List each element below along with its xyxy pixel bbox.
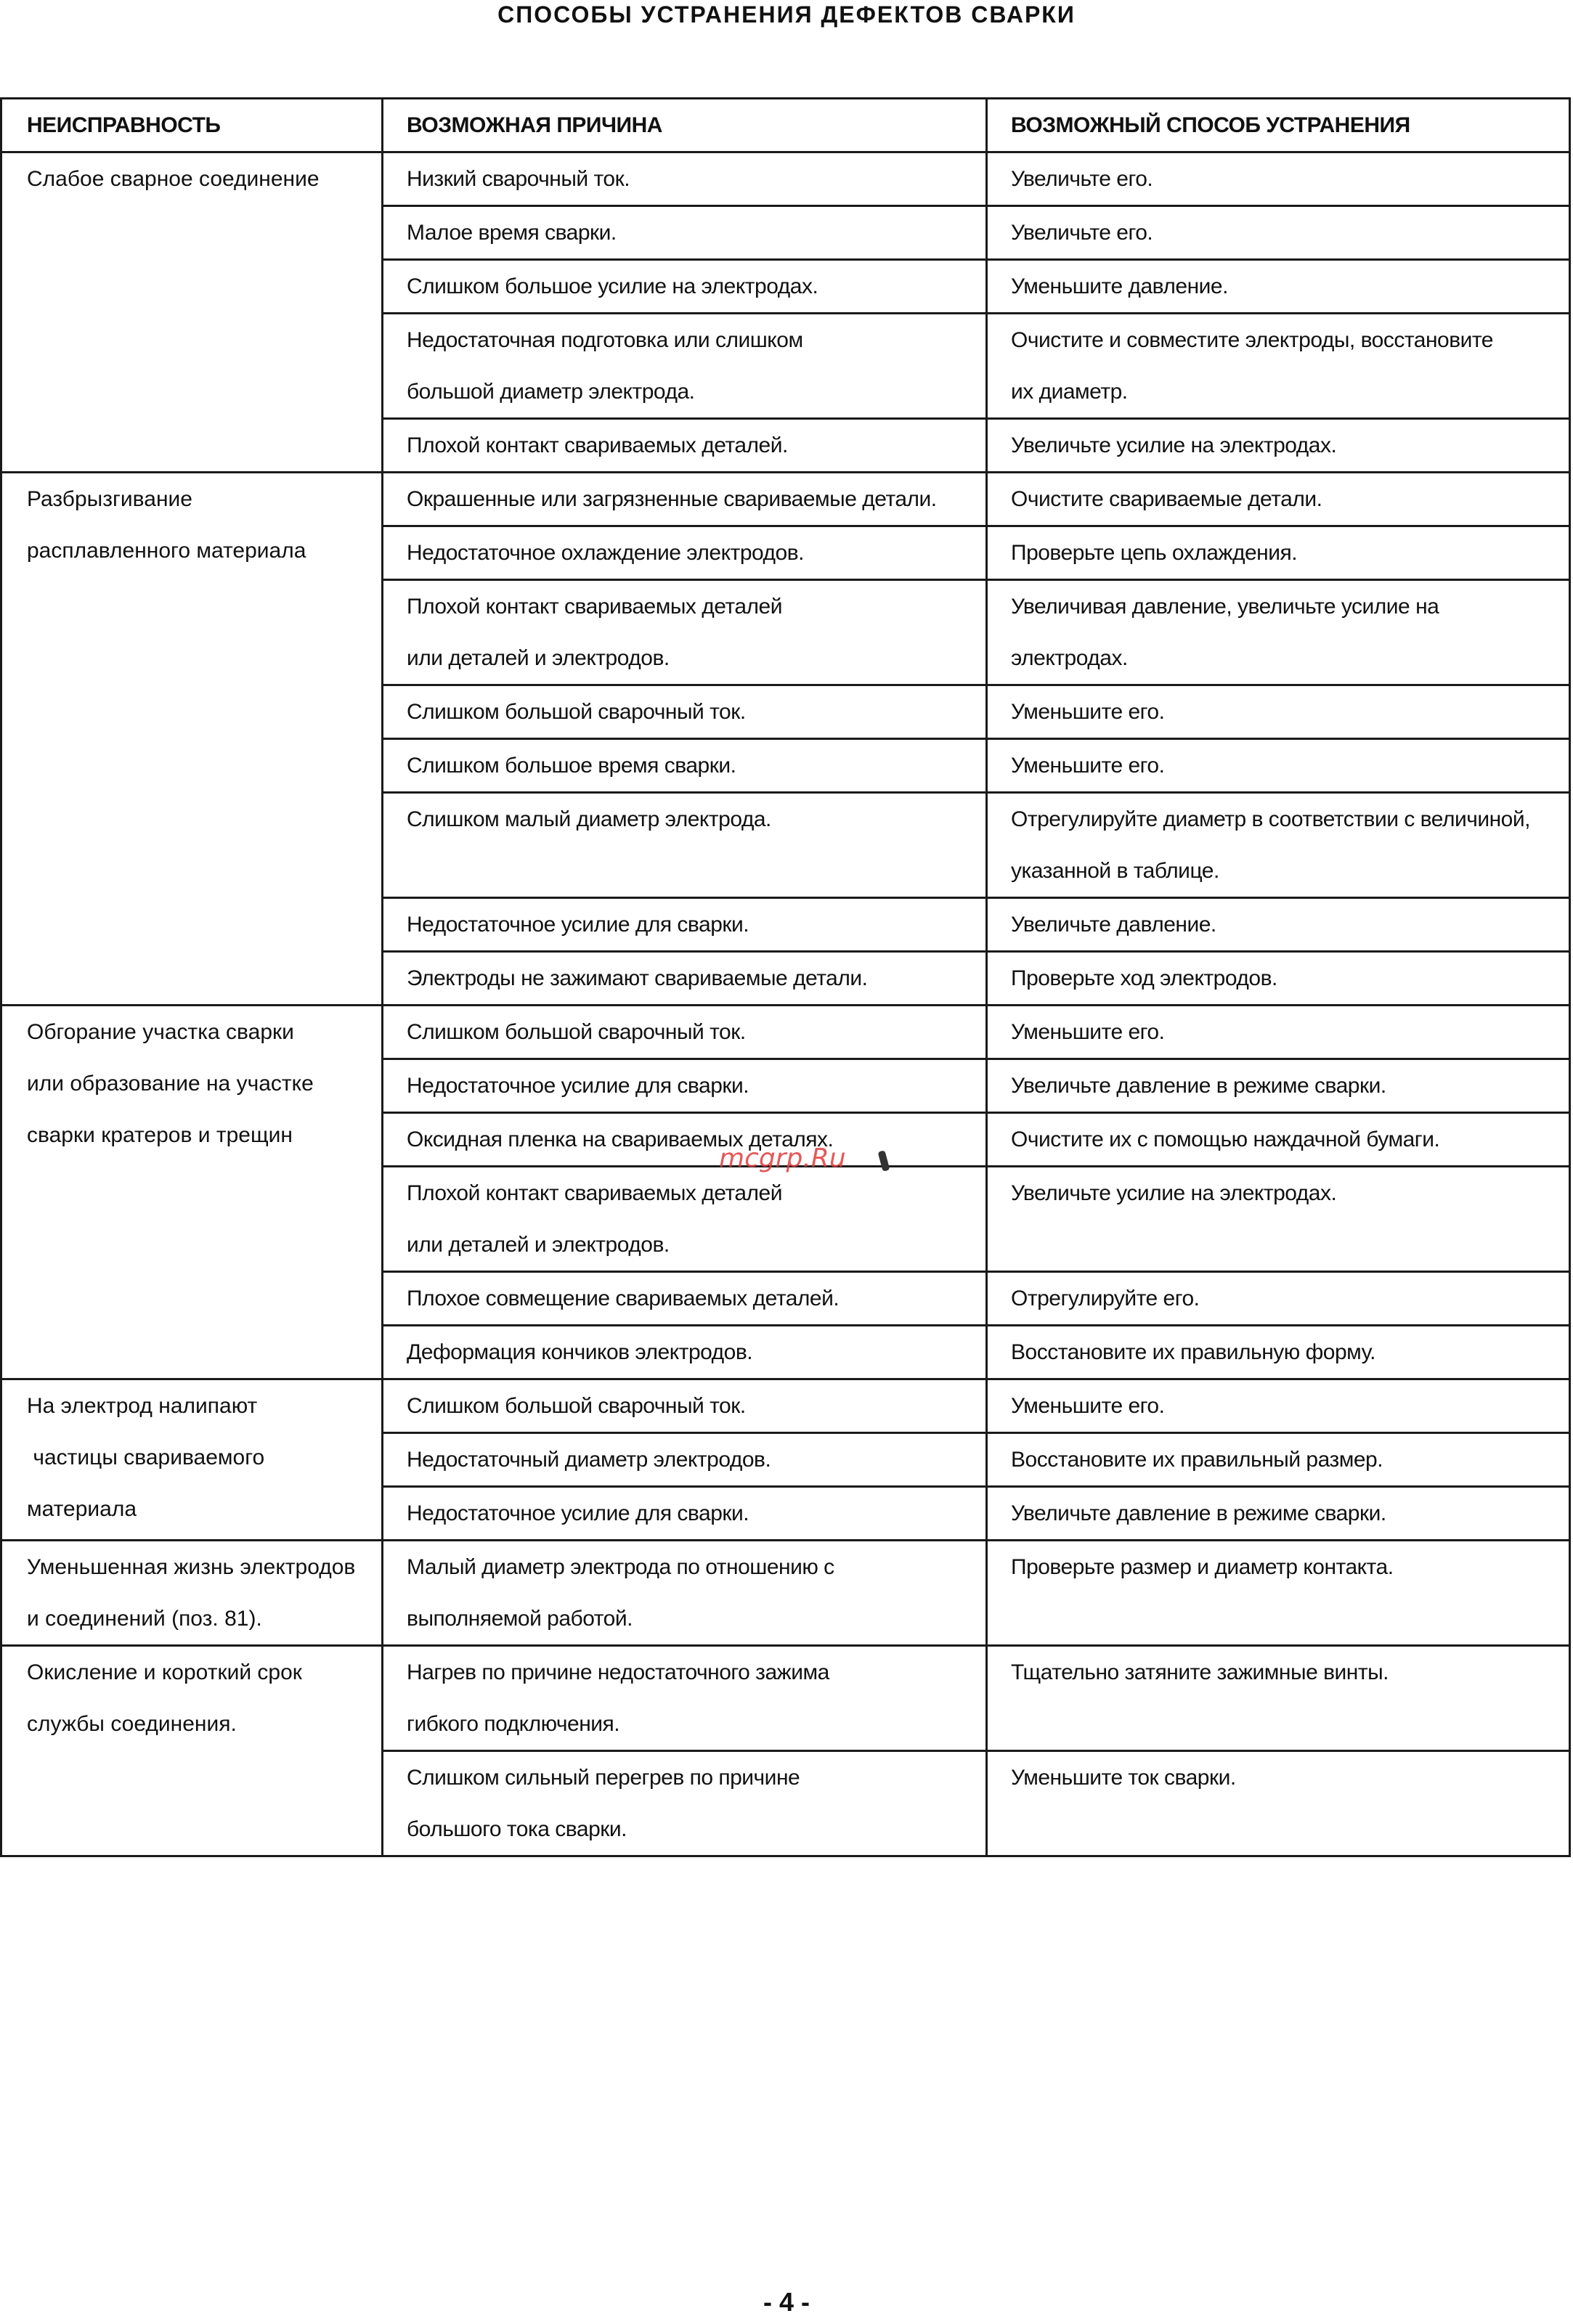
remedy-line: Уменьшите ток сварки. — [1011, 1766, 1236, 1790]
cause-line: Плохой контакт свариваемых деталей — [407, 595, 782, 619]
remedy-line: Увеличьте усилие на электродах. — [1011, 433, 1337, 457]
remedy-line: их диаметр. — [1011, 380, 1128, 404]
remedy-line: Увеличьте его. — [1011, 167, 1153, 191]
remedy-cell — [987, 580, 1570, 685]
remedy-cell — [987, 314, 1570, 419]
remedy-line: Увеличивая давление, увеличьте усилие на — [1011, 595, 1439, 619]
cause-cell — [383, 1272, 987, 1326]
cause-cell — [383, 1167, 987, 1272]
cause-line: Слишком большое время сварки. — [407, 754, 736, 778]
cause-cell — [383, 152, 987, 206]
fault-cell — [1, 152, 383, 473]
remedy-line: Уменьшите давление. — [1011, 274, 1228, 298]
cause-cell — [383, 260, 987, 314]
remedy-cell — [987, 1167, 1570, 1272]
cause-line: Недостаточное усилие для сварки. — [407, 1074, 749, 1098]
cause-cell — [383, 526, 987, 580]
cause-cell — [383, 1006, 987, 1059]
remedy-line: Уменьшите его. — [1011, 1394, 1165, 1418]
remedy-line: указанной в таблице. — [1011, 859, 1219, 883]
remedy-line: Проверьте цепь охлаждения. — [1011, 541, 1298, 565]
defects-table — [0, 97, 1571, 1857]
cause-line: Слишком большой сварочный ток. — [407, 1020, 746, 1044]
remedy-line: Восстановите их правильный размер. — [1011, 1448, 1383, 1472]
cause-line: Низкий сварочный ток. — [407, 167, 630, 191]
header-fault: НЕИСПРАВНОСТЬ — [1, 99, 383, 152]
cause-line: или деталей и электродов. — [407, 646, 670, 670]
fault-line: или образование на участке — [27, 1072, 314, 1096]
table-row — [1, 1006, 1570, 1059]
cause-line: выполняемой работой. — [407, 1607, 633, 1631]
cause-line: большого тока сварки. — [407, 1817, 627, 1841]
remedy-cell — [987, 1272, 1570, 1326]
cause-cell — [383, 1541, 987, 1646]
cause-line: Нагрев по причине недостаточного зажима — [407, 1660, 829, 1684]
fault-line: Слабое сварное соединение — [27, 167, 320, 191]
remedy-cell — [987, 260, 1570, 314]
remedy-line: Уменьшите его. — [1011, 1020, 1165, 1044]
fault-cell — [1, 1541, 383, 1646]
cause-line: большой диаметр электрода. — [407, 380, 695, 404]
cause-cell — [383, 580, 987, 685]
cause-line: Малое время сварки. — [407, 221, 617, 245]
cause-cell — [383, 1113, 987, 1167]
remedy-cell — [987, 1487, 1570, 1541]
remedy-cell — [987, 739, 1570, 793]
remedy-line: Проверьте размер и диаметр контакта. — [1011, 1555, 1394, 1579]
remedy-line: Уменьшите его. — [1011, 700, 1165, 724]
fault-line: Окисление и короткий срок — [27, 1660, 302, 1684]
fault-line: Обгорание участка сварки — [27, 1020, 294, 1044]
remedy-line: Очистите их с помощью наждачной бумаги. — [1011, 1128, 1440, 1151]
remedy-line: Увеличьте усилие на электродах. — [1011, 1181, 1337, 1205]
cause-line: Деформация кончиков электродов. — [407, 1340, 753, 1364]
remedy-cell — [987, 898, 1570, 952]
cause-cell — [383, 1326, 987, 1379]
cause-line: Слишком большой сварочный ток. — [407, 1394, 746, 1418]
remedy-line: Увеличьте давление в режиме сварки. — [1011, 1501, 1386, 1525]
cause-line: Плохое совмещение свариваемых деталей. — [407, 1287, 840, 1310]
remedy-cell — [987, 952, 1570, 1006]
remedy-cell — [987, 793, 1570, 898]
fault-cell — [1, 1379, 383, 1541]
cause-line: Недостаточное усилие для сварки. — [407, 1501, 749, 1525]
cause-line: или деталей и электродов. — [407, 1233, 670, 1257]
cause-cell — [383, 1059, 987, 1113]
cause-cell — [383, 685, 987, 739]
cause-cell — [383, 898, 987, 952]
remedy-line: Отрегулируйте его. — [1011, 1287, 1200, 1310]
cause-line: Слишком большое усилие на электродах. — [407, 274, 818, 298]
fault-line: Разбрызгивание — [27, 487, 192, 511]
remedy-line: Тщательно затяните зажимные винты. — [1011, 1660, 1389, 1684]
fault-cell — [1, 1646, 383, 1856]
header-cause: ВОЗМОЖНАЯ ПРИЧИНА — [383, 99, 987, 152]
fault-line: службы соединения. — [27, 1712, 237, 1736]
remedy-cell — [987, 1646, 1570, 1751]
remedy-cell — [987, 1006, 1570, 1059]
remedy-cell — [987, 1113, 1570, 1167]
fault-cell — [1, 473, 383, 1006]
remedy-cell — [987, 685, 1570, 739]
remedy-line: Отрегулируйте диаметр в соответствии с величиной, — [1011, 807, 1530, 831]
remedy-cell — [987, 1379, 1570, 1433]
table-row — [1, 152, 1570, 206]
remedy-line: электродах. — [1011, 646, 1128, 670]
cause-line: Электроды не зажимают свариваемые детали. — [407, 966, 868, 990]
remedy-line: Очистите и совместите электроды, восстановите — [1011, 328, 1493, 352]
page-number: - 4 - — [763, 2287, 810, 2317]
table-row — [1, 1541, 1570, 1646]
cause-line: гибкого подключения. — [407, 1712, 620, 1736]
fault-line: Уменьшенная жизнь электродов — [27, 1555, 356, 1579]
cause-cell — [383, 1487, 987, 1541]
table-body — [1, 152, 1570, 1856]
remedy-cell — [987, 206, 1570, 260]
cause-cell — [383, 206, 987, 260]
fault-cell — [1, 1006, 383, 1379]
remedy-cell — [987, 1326, 1570, 1379]
fault-line: частицы свариваемого — [27, 1446, 265, 1469]
cause-cell — [383, 1751, 987, 1856]
remedy-cell — [987, 152, 1570, 206]
cause-cell — [383, 739, 987, 793]
cause-line: Окрашенные или загрязненные свариваемые детали. — [407, 487, 937, 511]
remedy-cell — [987, 526, 1570, 580]
remedy-cell — [987, 419, 1570, 473]
fault-line: материала — [27, 1497, 137, 1521]
cause-cell — [383, 1379, 987, 1433]
cause-line: Слишком большой сварочный ток. — [407, 700, 746, 724]
page-title: СПОСОБЫ УСТРАНЕНИЯ ДЕФЕКТОВ СВАРКИ — [497, 1, 1076, 28]
table-row — [1, 1379, 1570, 1433]
fault-line: и соединений (поз. 81). — [27, 1607, 262, 1631]
fault-line: На электрод налипают — [27, 1394, 258, 1418]
remedy-line: Очистите свариваемые детали. — [1011, 487, 1322, 511]
watermark: mcgrp.Ru — [719, 1143, 846, 1173]
table-row — [1, 473, 1570, 526]
remedy-cell — [987, 1433, 1570, 1487]
cause-cell — [383, 793, 987, 898]
cause-line: Слишком малый диаметр электрода. — [407, 807, 771, 831]
cause-line: Слишком сильный перегрев по причине — [407, 1766, 800, 1790]
cause-line: Плохой контакт свариваемых деталей — [407, 1181, 782, 1205]
table-header-row — [1, 99, 1570, 152]
fault-line: расплавленного материала — [27, 539, 306, 563]
cause-cell — [383, 1646, 987, 1751]
remedy-line: Восстановите их правильную форму. — [1011, 1340, 1375, 1364]
cause-line: Оксидная пленка на свариваемых деталях. — [407, 1128, 834, 1151]
cause-cell — [383, 473, 987, 526]
table-row — [1, 1646, 1570, 1751]
remedy-line: Увеличьте давление. — [1011, 913, 1216, 937]
remedy-cell — [987, 1751, 1570, 1856]
cause-cell — [383, 419, 987, 473]
cause-cell — [383, 1433, 987, 1487]
remedy-cell — [987, 1059, 1570, 1113]
cause-line: Недостаточное охлаждение электродов. — [407, 541, 804, 565]
header-remedy: ВОЗМОЖНЫЙ СПОСОБ УСТРАНЕНИЯ — [987, 99, 1570, 152]
remedy-line: Уменьшите его. — [1011, 754, 1165, 778]
cause-cell — [383, 314, 987, 419]
cause-cell — [383, 952, 987, 1006]
cause-line: Недостаточный диаметр электродов. — [407, 1448, 771, 1472]
cause-line: Малый диаметр электрода по отношению с — [407, 1555, 834, 1579]
cause-line: Недостаточная подготовка или слишком — [407, 328, 803, 352]
cause-line: Недостаточное усилие для сварки. — [407, 913, 749, 937]
remedy-line: Увеличьте его. — [1011, 221, 1153, 245]
cause-line: Плохой контакт свариваемых деталей. — [407, 433, 788, 457]
remedy-cell — [987, 473, 1570, 526]
remedy-line: Проверьте ход электродов. — [1011, 966, 1277, 990]
remedy-line: Увеличьте давление в режиме сварки. — [1011, 1074, 1386, 1098]
remedy-cell — [987, 1541, 1570, 1646]
fault-line: сварки кратеров и трещин — [27, 1123, 293, 1147]
